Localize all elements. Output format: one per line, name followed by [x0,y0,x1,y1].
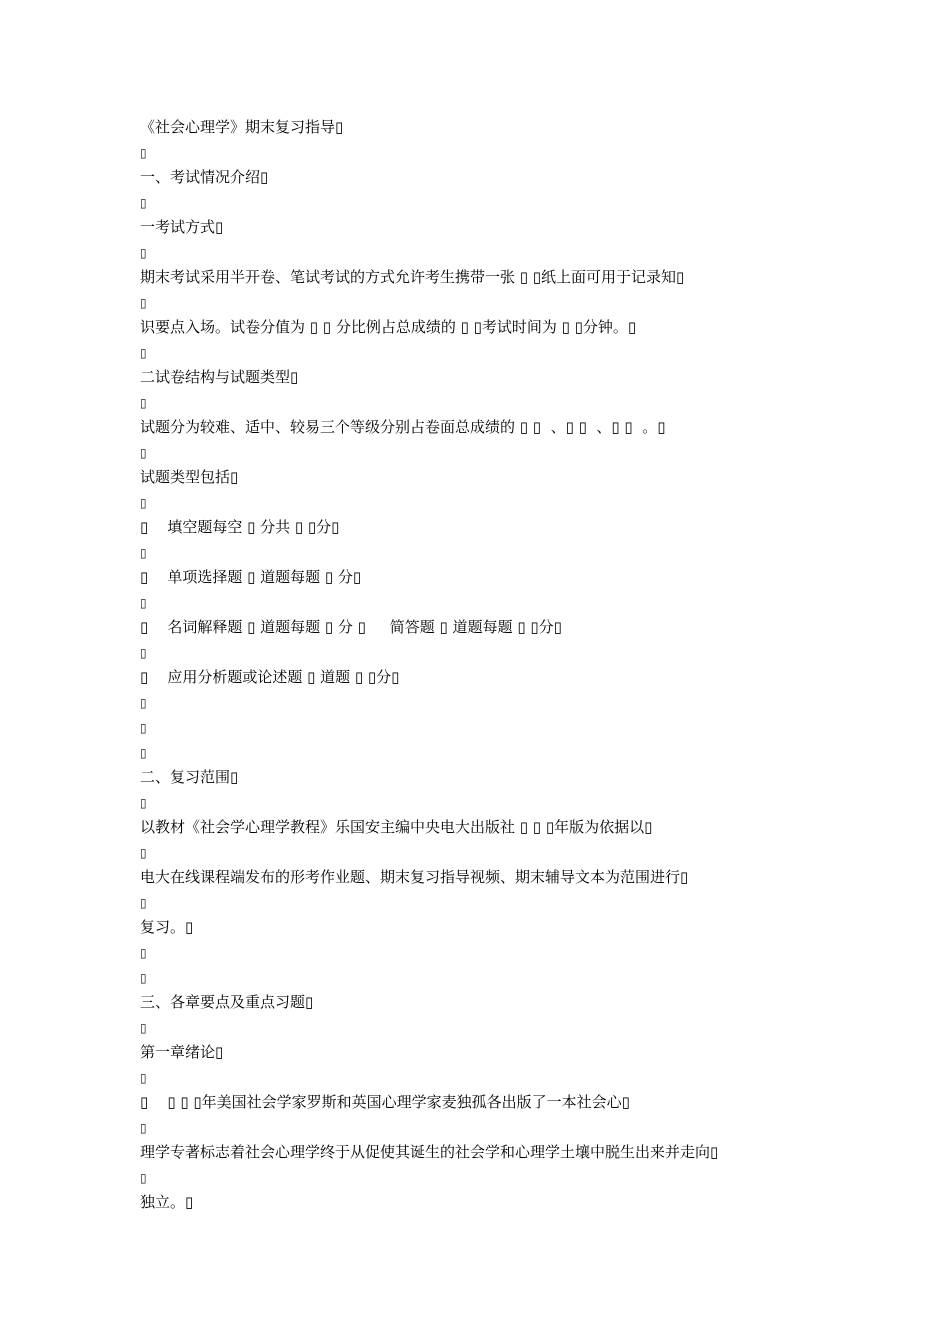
line-break-marker: ▯ [140,946,147,960]
line-break-marker: ▯ [140,396,147,410]
text-line: 试题分为较难、适中、较易三个等级分别占卷面总成绩的 ▯ ▯ 、▯ ▯ 、▯ ▯ 。▯ [140,418,666,436]
line-break-marker: ▯ [140,896,147,910]
line-break-marker: ▯ [140,1021,147,1035]
line-break-marker: ▯ [140,496,147,510]
text-line: 复习。▯ [140,918,194,936]
text-line: 一、考试情况介绍▯ [140,168,269,186]
line-break-marker: ▯ [140,346,147,360]
line-break-marker: ▯ [140,646,147,660]
text-line: 试题类型包括▯ [140,468,239,486]
line-break-marker: ▯ [140,596,147,610]
line-break-marker: ▯ [140,971,147,985]
text-line: 以教材《社会学心理学教程》乐国安主编中央电大出版社 ▯ ▯ ▯年版为依据以▯ [140,818,653,836]
text-line: ▯ 填空题每空 ▯ 分共 ▯ ▯分▯ [140,518,340,536]
line-break-marker: ▯ [140,296,147,310]
line-break-marker: ▯ [140,846,147,860]
line-break-marker: ▯ [140,1121,147,1135]
text-line: ▯ 单项选择题 ▯ 道题每题 ▯ 分▯ [140,568,362,586]
text-line: 期末考试采用半开卷、笔试考试的方式允许考生携带一张 ▯ ▯纸上面可用于记录知▯ [140,268,685,286]
text-line: ▯ 名词解释题 ▯ 道题每题 ▯ 分 ▯ 简答题 ▯ 道题每题 ▯ ▯分▯ [140,618,562,636]
text-line: 《社会心理学》期末复习指导▯ [140,118,344,136]
text-line: 独立。▯ [140,1193,194,1211]
text-line: 第一章绪论▯ [140,1043,224,1061]
text-line: 三、各章要点及重点习题▯ [140,993,314,1011]
line-break-marker: ▯ [140,1171,147,1185]
line-break-marker: ▯ [140,746,147,760]
text-line: ▯ 应用分析题或论述题 ▯ 道题 ▯ ▯分▯ [140,668,400,686]
text-line: 电大在线课程端发布的形考作业题、期末复习指导视频、期末辅导文本为范围进行▯ [140,868,689,886]
line-break-marker: ▯ [140,721,147,735]
text-line: 二、复习范围▯ [140,768,239,786]
line-break-marker: ▯ [140,696,147,710]
line-break-marker: ▯ [140,196,147,210]
line-break-marker: ▯ [140,1071,147,1085]
text-line: 一考试方式▯ [140,218,224,236]
text-line: ▯ ▯ ▯ ▯年美国社会学家罗斯和英国心理学家麦独孤各出版了一本社会心▯ [140,1093,630,1111]
line-break-marker: ▯ [140,796,147,810]
text-line: 二试卷结构与试题类型▯ [140,368,299,386]
line-break-marker: ▯ [140,546,147,560]
line-break-marker: ▯ [140,246,147,260]
line-break-marker: ▯ [140,146,147,160]
text-line: 理学专著标志着社会心理学终于从促使其诞生的社会学和心理学土壤中脱生出来并走向▯ [140,1143,719,1161]
line-break-marker: ▯ [140,446,147,460]
text-line: 识要点入场。试卷分值为 ▯ ▯ 分比例占总成绩的 ▯ ▯考试时间为 ▯ ▯分钟。▯ [140,318,637,336]
